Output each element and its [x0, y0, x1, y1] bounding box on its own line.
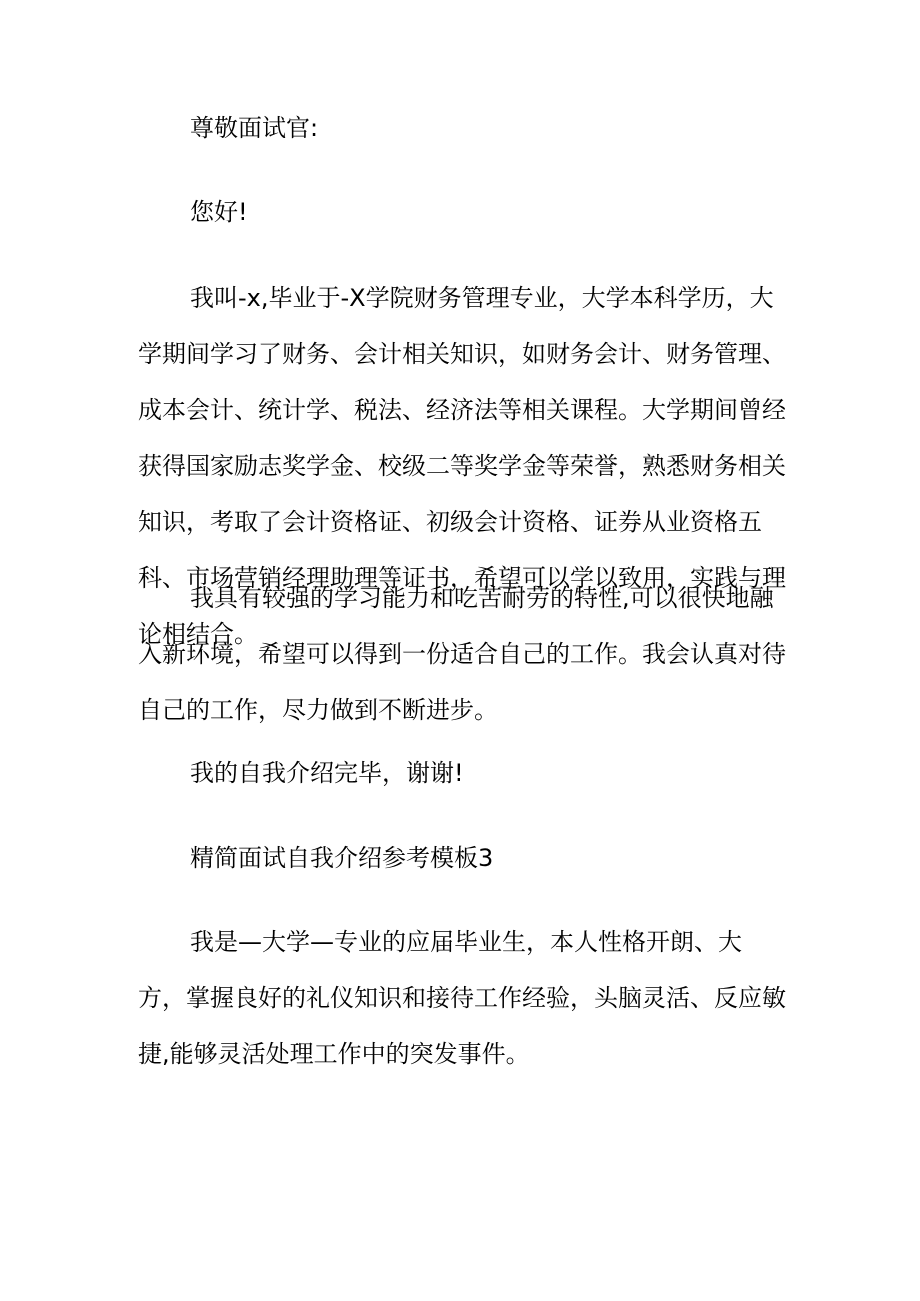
salutation: 尊敬面试官:	[190, 114, 319, 142]
paragraph-template-3: 我是—大学—专业的应届毕业生，本人性格开朗、大方，掌握良好的礼仪知识和接待工作经验，头脑灵活、反应敏捷,能够灵活处理工作中的突发事件。	[138, 928, 786, 1068]
greeting: 您好!	[190, 198, 248, 226]
section-heading: 精简面试自我介绍参考模板3	[190, 844, 494, 872]
closing-line: 我的自我介绍完毕，谢谢!	[190, 759, 464, 787]
paragraph-abilities: 我具有较强的学习能力和吃苦耐劳的特性,可以很快地融入新环境，希望可以得到一份适合自己的工作。我会认真对待自己的工作，尽力做到不断进步。	[138, 584, 786, 724]
paragraph-education: 我叫-x,毕业于-X学院财务管理专业，大学本科学历，大学期间学习了财务、会计相关知识，如财务会计、财务管理、成本会计、统计学、税法、经济法等相关课程。大学期间曾经获得国家励志奖学金、校级二等奖学金等荣誉，熟悉财务相关知识，考取了会计资格证、初级会计资格、证券从业资格五科、市场营销经理助理等证书，希望可以学以致用，实践与理论相结合。	[138, 284, 786, 648]
